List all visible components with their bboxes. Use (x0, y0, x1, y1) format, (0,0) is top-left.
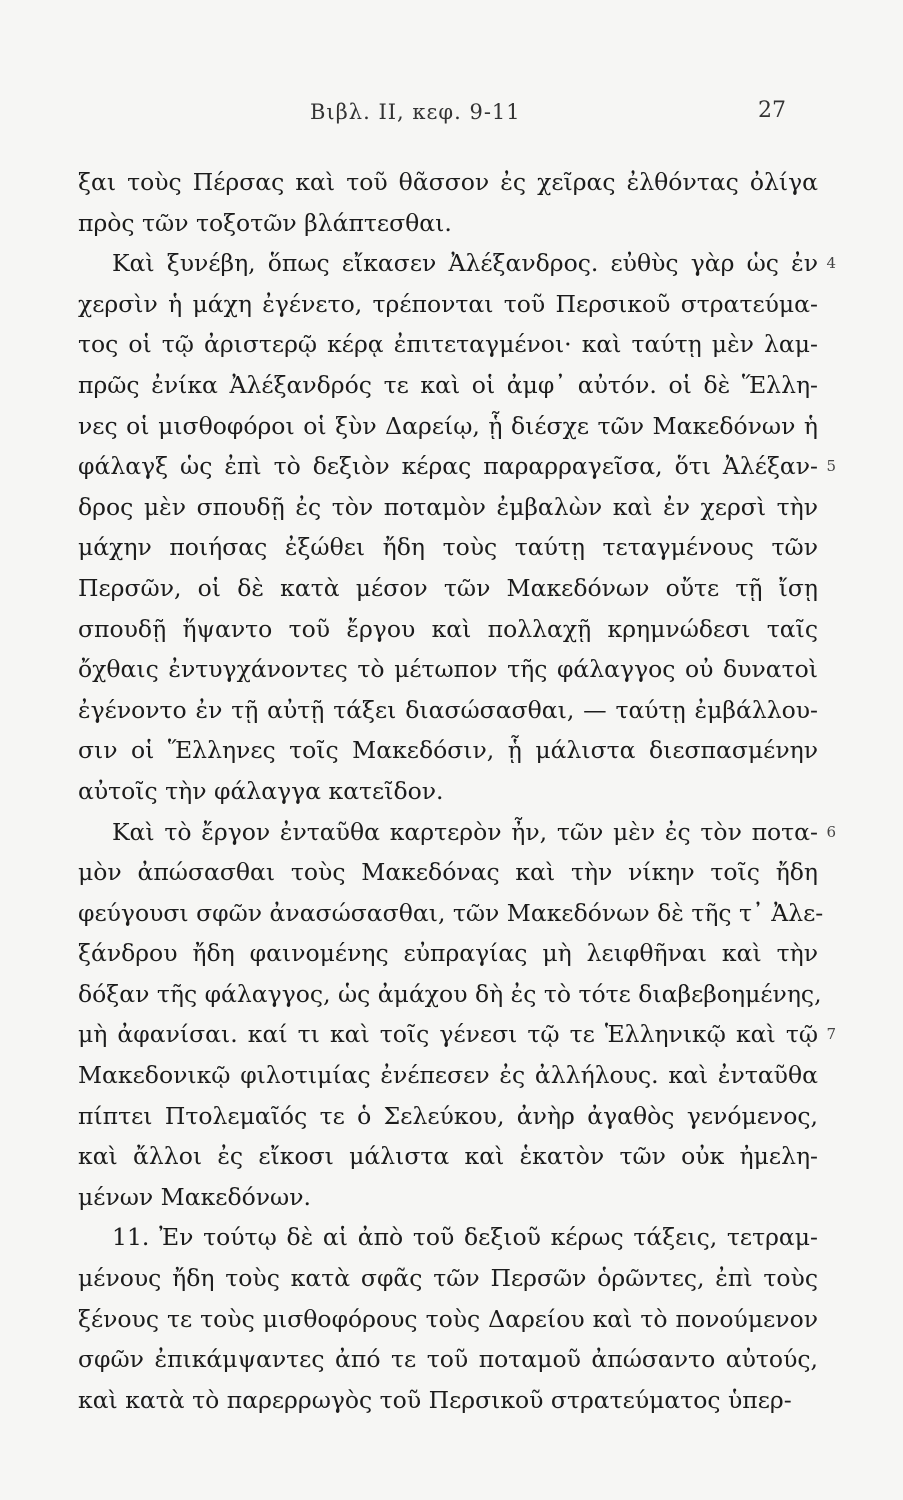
text-line (78, 324, 818, 365)
text-line (78, 1217, 818, 1258)
text-line (78, 1014, 836, 1055)
line-text: φεύγουσι σφῶν ἀνασώσασθαι, τῶν Μακεδόνων δὲ τῆς τ᾽ Ἀλε- (78, 898, 824, 927)
line-text: πίπτει Πτολεμαῖός τε ὁ Σελεύκου, ἀνὴρ ἀγαθὸς γενόμενος, (78, 1101, 818, 1130)
line-text: πρὸς τῶν τοξοτῶν βλάπτεσθαι. (78, 208, 452, 237)
line-text: δρος μὲν σπουδῇ ἐς τὸν ποταμὸν ἐμβαλὼν καὶ ἐν χερσὶ τὴν (78, 492, 818, 521)
line-text: ξάνδρου ἤδη φαινομένης εὐπραγίας μὴ λειφθῆναι καὶ τὴν (78, 939, 818, 968)
section-number: 5 (826, 457, 836, 476)
line-text: τος οἱ τῷ ἀριστερῷ κέρᾳ ἐπιτεταγμένοι· καὶ ταύτῃ μὲν λαμ- (78, 330, 818, 359)
text-line (78, 284, 818, 325)
line-text: χερσὶν ἡ μάχη ἐγένετο, τρέπονται τοῦ Περσικοῦ στρατεύμα- (78, 289, 818, 318)
line-text: μένων Μακεδόνων. (78, 1182, 311, 1211)
text-line (78, 730, 818, 771)
line-text: Μακεδονικῷ φιλοτιμίας ἐνέπεσεν ἐς ἀλλήλους. καὶ ἐνταῦθα (78, 1061, 818, 1090)
text-line (78, 568, 818, 609)
text-line (78, 933, 818, 974)
text-line (78, 1339, 818, 1380)
line-text: Περσῶν, οἱ δὲ κατὰ μέσον τῶν Μακεδόνων οὔτε τῇ ἴσῃ (78, 573, 818, 602)
line-text: μὴ ἀφανίσαι. καί τι καὶ τοῖς γένεσι τῷ τε Ἑλληνικῷ καὶ τῷ (78, 1020, 818, 1049)
text-line (78, 527, 818, 568)
line-text: καὶ ἄλλοι ἐς εἴκοσι μάλιστα καὶ ἑκατὸν τῶν οὐκ ἠμελη- (78, 1142, 818, 1171)
text-line (78, 771, 818, 812)
page-header (0, 92, 903, 132)
line-text: 11. Ἐν τούτῳ δὲ αἱ ἀπὸ τοῦ δεξιοῦ κέρως τάξεις, τετραμ- (112, 1223, 818, 1252)
text-line (78, 1299, 818, 1340)
text-line (78, 974, 822, 1015)
page-number: 27 (758, 98, 786, 123)
text-line (78, 1055, 818, 1096)
text-line (78, 1177, 818, 1218)
text-line (78, 812, 836, 853)
line-text: ὄχθαις ἐντυγχάνοντες τὸ μέτωπον τῆς φάλαγγος οὐ δυνατοὶ (78, 655, 818, 684)
running-head: Βιβλ. ΙΙ, κεφ. 9-11 (310, 100, 521, 124)
text-line (78, 446, 836, 487)
line-text: σιν οἱ Ἕλληνες τοῖς Μακεδόσιν, ᾗ μάλιστα διεσπασμένην (78, 736, 818, 765)
text-line (78, 649, 818, 690)
line-text: νες οἱ μισθοφόροι οἱ ξὺν Δαρείῳ, ᾗ διέσχε τῶν Μακεδόνων ἡ (78, 411, 818, 440)
section-number: 6 (826, 822, 836, 841)
line-text: Καὶ ξυνέβη, ὅπως εἴκασεν Ἀλέξανδρος. εὐθὺς γὰρ ὡς ἐν (112, 249, 818, 278)
line-text: πρῶς ἐνίκα Ἀλέξανδρός τε καὶ οἱ ἀμφ᾽ αὐτόν. οἱ δὲ Ἕλλη- (78, 370, 818, 399)
line-text: καὶ κατὰ τὸ παρερρωγὸς τοῦ Περσικοῦ στρατεύματος ὑπερ- (78, 1385, 792, 1414)
line-text: ἐγένοντο ἐν τῇ αὐτῇ τάξει διασώσασθαι, — ταύτῃ ἐμβάλλου- (78, 695, 818, 724)
line-text: μένους ἤδη τοὺς κατὰ σφᾶς τῶν Περσῶν ὁρῶντες, ἐπὶ τοὺς (78, 1264, 818, 1293)
text-line (78, 1096, 818, 1137)
text-line (78, 243, 836, 284)
line-text: αὐτοῖς τὴν φάλαγγα κατεῖδον. (78, 776, 444, 805)
section-number: 4 (826, 254, 836, 273)
text-line (78, 365, 818, 406)
line-text: ξένους τε τοὺς μισθοφόρους τοὺς Δαρείου καὶ τὸ πονούμενον (78, 1304, 818, 1333)
line-text: σφῶν ἐπικάμψαντες ἀπό τε τοῦ ποταμοῦ ἀπώσαντο αὐτούς, (78, 1345, 818, 1374)
line-text: μὸν ἀπώσασθαι τοὺς Μακεδόνας καὶ τὴν νίκην τοῖς ἤδη (78, 858, 818, 887)
main-text (78, 162, 836, 1420)
text-line (78, 203, 818, 244)
text-line (78, 690, 818, 731)
line-text: μάχην ποιήσας ἐξώθει ἤδη τοὺς ταύτῃ τεταγμένους τῶν (78, 533, 818, 562)
text-line (78, 852, 818, 893)
line-text: φάλαγξ ὡς ἐπὶ τὸ δεξιὸν κέρας παραρραγεῖσα, ὅτι Ἀλέξαν- (78, 452, 818, 481)
line-text: σπουδῇ ἥψαντο τοῦ ἔργου καὶ πολλαχῇ κρημνώδεσι ταῖς (78, 614, 818, 643)
text-line (78, 1380, 818, 1421)
text-line (78, 1136, 818, 1177)
text-line (78, 406, 818, 447)
text-line (78, 1258, 818, 1299)
text-line (78, 609, 818, 650)
line-text: ξαι τοὺς Πέρσας καὶ τοῦ θᾶσσον ἐς χεῖρας ἐλθόντας ὀλίγα (78, 168, 818, 196)
text-line (78, 487, 818, 528)
text-line (78, 893, 824, 934)
section-number: 7 (826, 1025, 836, 1044)
line-text: Καὶ τὸ ἔργον ἐνταῦθα καρτερὸν ἦν, τῶν μὲν ἐς τὸν ποτα- (112, 817, 818, 846)
line-text: δόξαν τῆς φάλαγγος, ὡς ἀμάχου δὴ ἐς τὸ τότε διαβεβοημένης, (78, 979, 822, 1008)
text-line (78, 162, 818, 203)
